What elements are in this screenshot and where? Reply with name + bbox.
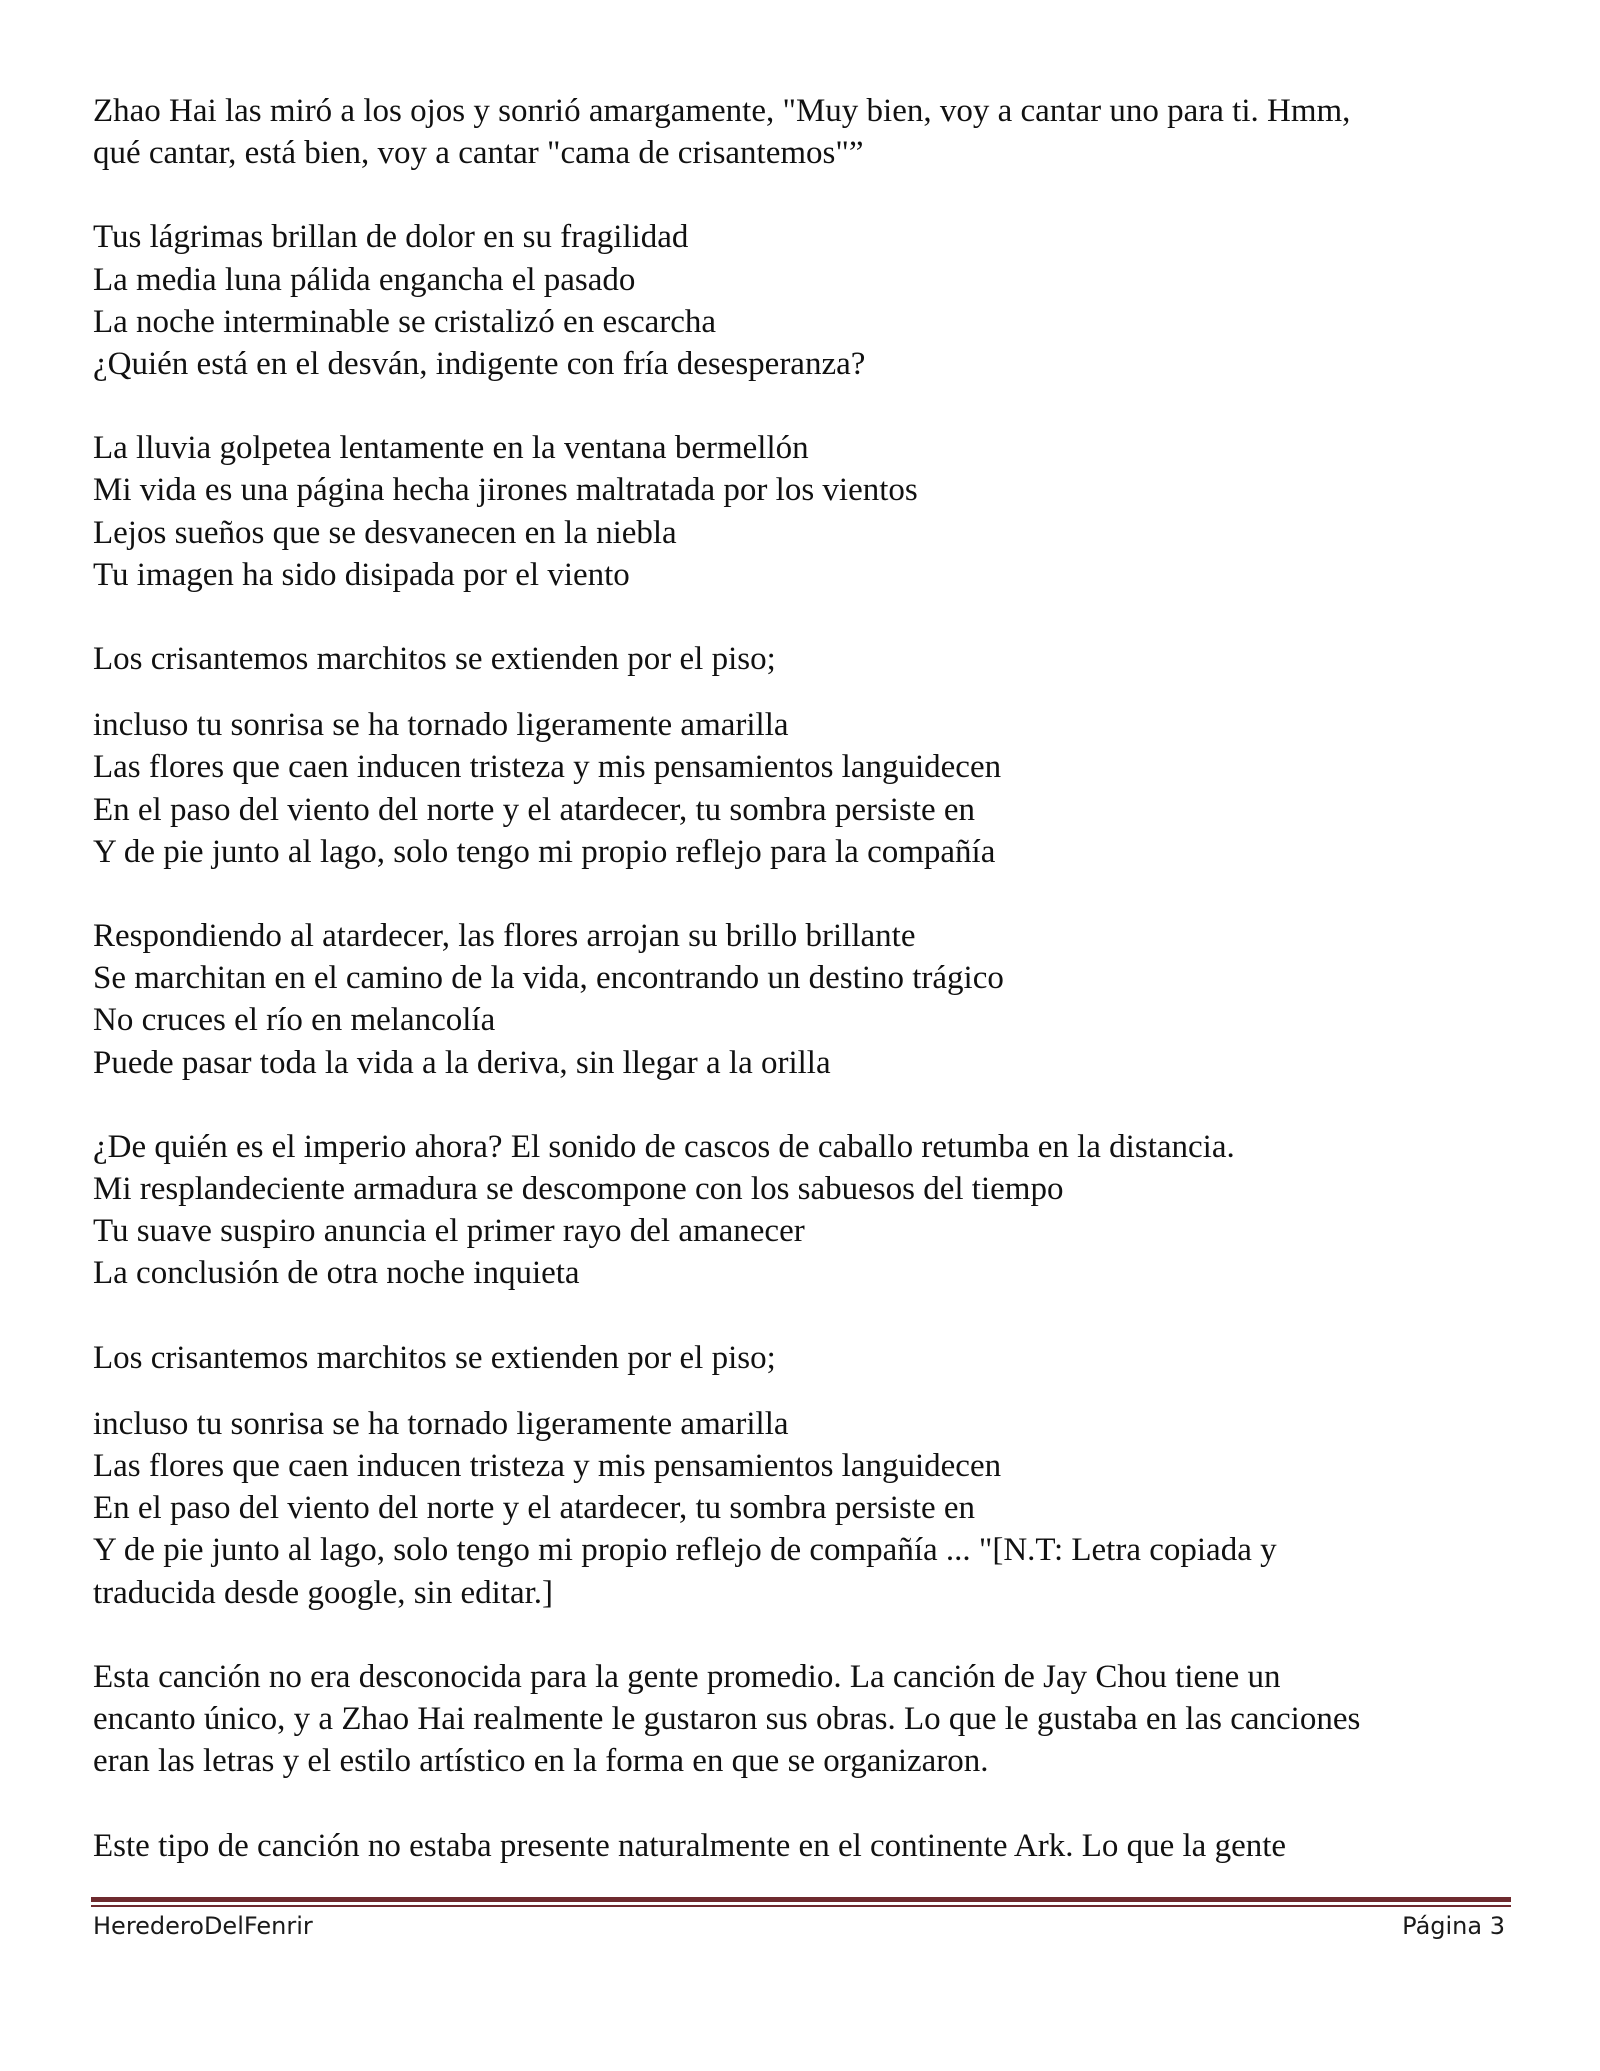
verse-line: incluso tu sonrisa se ha tornado ligeramente amarilla: [93, 707, 789, 744]
verse-line: En el paso del viento del norte y el atardecer, tu sombra persiste en: [93, 791, 976, 828]
stanza-4: [93, 1126, 1513, 1295]
chorus-2: [93, 1403, 1513, 1614]
page-number: Página 3: [1402, 1912, 1505, 1940]
footer-author: HerederoDelFenrir: [93, 1912, 313, 1940]
document-body: [93, 90, 1513, 1909]
verse-line: La media luna pálida engancha el pasado: [93, 261, 636, 298]
chorus-opening-2: [93, 1337, 1513, 1379]
verse-line: Tus lágrimas brillan de dolor en su fragilidad: [93, 219, 689, 256]
verse-line: Lejos sueños que se desvanecen en la niebla: [93, 514, 677, 551]
text-line: qué cantar, está bien, voy a cantar "cama de crisantemos"”: [93, 135, 864, 172]
verse-line: Tu imagen ha sido disipada por el viento: [93, 556, 630, 593]
text-line: Zhao Hai las miró a los ojos y sonrió amargamente, "Muy bien, voy a cantar uno para ti. Hmm,: [93, 93, 1351, 129]
verse-line: La conclusión de otra noche inquieta: [93, 1255, 580, 1292]
paragraph-intro: [93, 90, 1513, 174]
verse-line: Mi resplandeciente armadura se descompone con los sabuesos del tiempo: [93, 1171, 1064, 1208]
stanza-3: [93, 915, 1513, 1084]
verse-line: Mi vida es una página hecha jirones maltratada por los vientos: [93, 472, 918, 509]
text-line: encanto único, y a Zhao Hai realmente le gustaron sus obras. Lo que le gustaba en las canciones: [93, 1701, 1361, 1738]
verse-line: En el paso del viento del norte y el atardecer, tu sombra persiste en: [93, 1490, 976, 1527]
paragraph-commentary: [93, 1656, 1513, 1783]
verse-line: incluso tu sonrisa se ha tornado ligeramente amarilla: [93, 1405, 789, 1442]
paragraph-continuation: [93, 1825, 1513, 1867]
verse-line: Las flores que caen inducen tristeza y mis pensamientos languidecen: [93, 749, 1002, 786]
verse-line: Respondiendo al atardecer, las flores arrojan su brillo brillante: [93, 918, 916, 955]
stanza-2: [93, 427, 1513, 596]
text-line: eran las letras y el estilo artístico en la forma en que se organizaron.: [93, 1743, 989, 1780]
verse-line: ¿Quién está en el desván, indigente con fría desesperanza?: [93, 346, 866, 383]
chorus-opening-1: [93, 638, 1513, 680]
verse-line: Y de pie junto al lago, solo tengo mi propio reflejo de compañía ... "[N.T: Letra copiada y: [93, 1532, 1277, 1569]
text-line: Este tipo de canción no estaba presente naturalmente en el continente Ark. Lo que la gente: [93, 1827, 1287, 1864]
verse-line: Los crisantemos marchitos se extienden por el piso;: [93, 641, 776, 678]
verse-line: La lluvia golpetea lentamente en la ventana bermellón: [93, 430, 809, 467]
verse-line: traducida desde google, sin editar.]: [93, 1574, 554, 1611]
verse-line: Las flores que caen inducen tristeza y mis pensamientos languidecen: [93, 1448, 1002, 1485]
stanza-1: [93, 216, 1513, 385]
verse-line: No cruces el río en melancolía: [93, 1002, 496, 1039]
verse-line: Tu suave suspiro anuncia el primer rayo del amanecer: [93, 1213, 805, 1250]
verse-line: La noche interminable se cristalizó en escarcha: [93, 303, 717, 340]
verse-line: Puede pasar toda la vida a la deriva, sin llegar a la orilla: [93, 1044, 831, 1081]
verse-line: Los crisantemos marchitos se extienden por el piso;: [93, 1339, 776, 1376]
verse-line: Se marchitan en el camino de la vida, encontrando un destino trágico: [93, 960, 1004, 997]
verse-line: ¿De quién es el imperio ahora? El sonido de cascos de caballo retumba en la distancia.: [93, 1128, 1235, 1165]
text-line: Esta canción no era desconocida para la gente promedio. La canción de Jay Chou tiene un: [93, 1658, 1281, 1695]
footer-divider-thick: [91, 1897, 1511, 1902]
footer-divider: [91, 1897, 1511, 1908]
chorus-1: [93, 704, 1513, 873]
verse-line: Y de pie junto al lago, solo tengo mi propio reflejo para la compañía: [93, 833, 996, 870]
footer-divider-thin: [91, 1905, 1511, 1907]
